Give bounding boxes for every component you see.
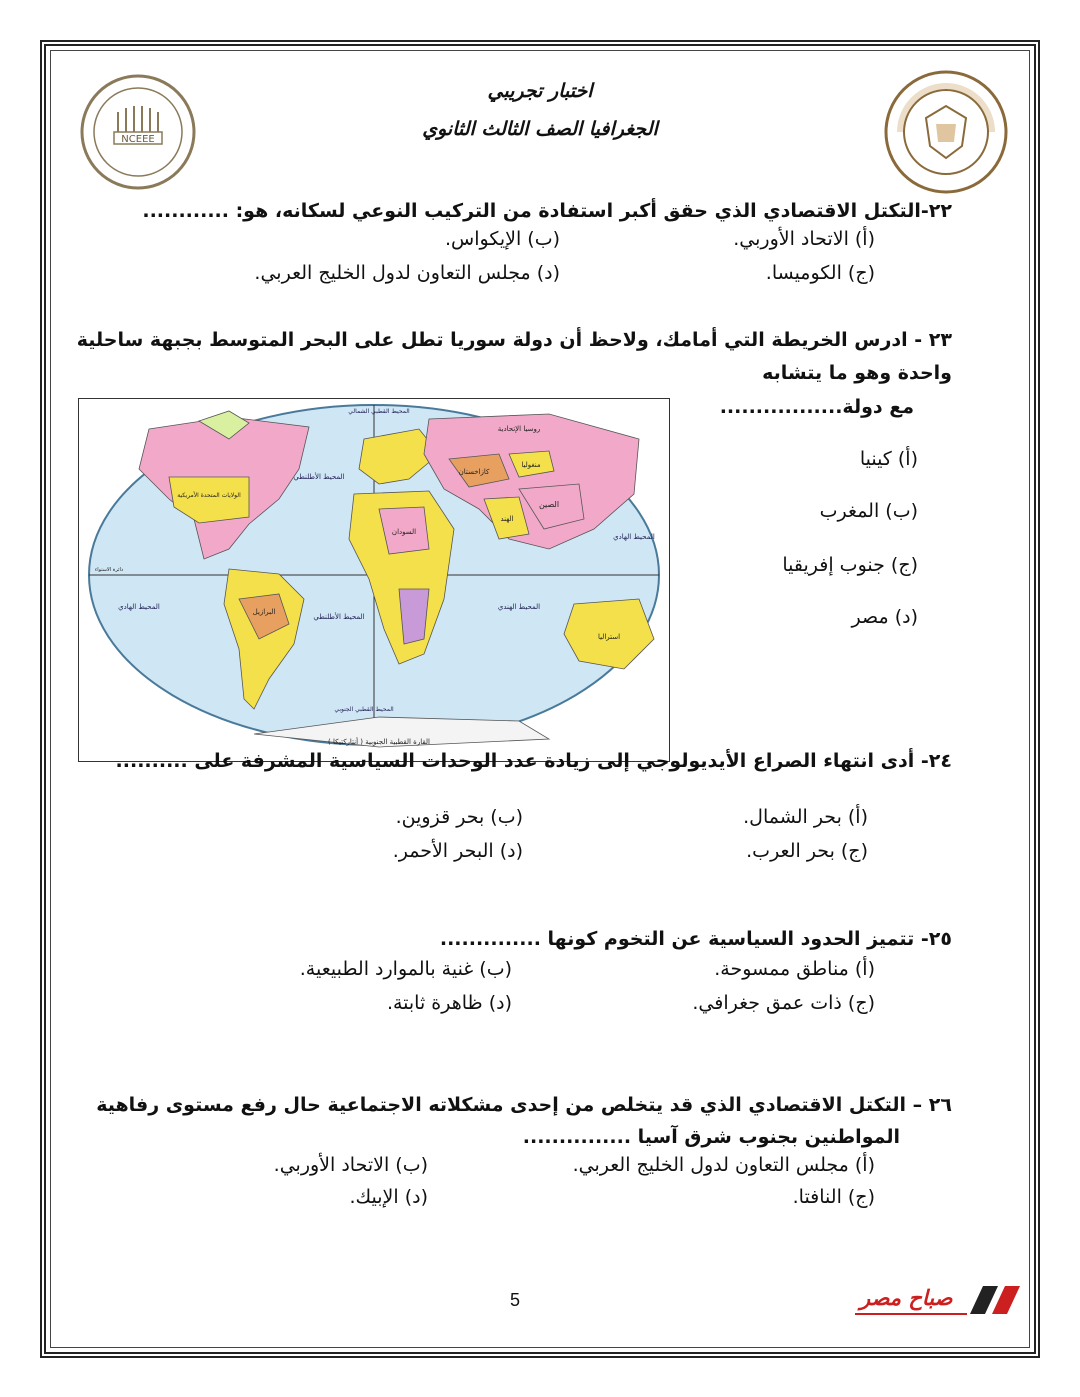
map-label-usa: الولايات المتحدة الأمريكية (177, 492, 241, 499)
q24-option-a[interactable]: (أ) بحر الشمال. (743, 806, 868, 828)
q24-option-c[interactable]: (ج) بحر العرب. (746, 840, 868, 862)
map-label-china: الصين (538, 500, 560, 509)
nceee-logo-text: NCEEE (121, 134, 155, 145)
q26-option-d[interactable]: (د) الإبيك. (349, 1186, 428, 1208)
q26-option-b[interactable]: (ب) الاتحاد الأوربي. (273, 1154, 428, 1176)
map-label-brazil: البرازيل (252, 608, 276, 616)
q23-option-b[interactable]: (ب) المغرب (819, 500, 918, 522)
map-label-equator: دائرة الاستواء (94, 567, 124, 573)
map-label-india: الهند (500, 515, 514, 523)
q25-option-a[interactable]: (أ) مناطق ممسوحة. (714, 958, 875, 980)
exam-title: اختبار تجريبي (487, 80, 593, 102)
map-label-russia: روسيا الإتحادية (497, 425, 541, 433)
map-label-southern-ocean: المحيط القطبي الجنوبي (334, 706, 394, 713)
map-label-mongolia: منغوليا (521, 461, 541, 469)
question-23-line3: مع دولة................. (719, 396, 914, 418)
q23-option-d[interactable]: (د) مصر (851, 606, 918, 628)
map-label-atlantic-south: المحيط الأطلنطي (313, 613, 365, 621)
nceee-logo (78, 72, 198, 192)
ministry-logo (882, 68, 1010, 196)
q24-option-b[interactable]: (ب) بحر قزوين. (395, 806, 523, 828)
map-label-pacific-west: المحيط الهادي (118, 603, 160, 611)
question-26-line1: ٢٦ – التكتل الاقتصادي الذي قد يتخلص من إحدى مشكلاته الاجتماعية حال رفع مستوى رفاهية (96, 1094, 952, 1116)
question-25: ٢٥- تتميز الحدود السياسية عن التخوم كونها .............. (439, 928, 952, 950)
brand-name: صباح مصر (860, 1286, 953, 1310)
q26-option-c[interactable]: (ج) النافتا. (792, 1186, 875, 1208)
question-24: ٢٤- أدى انتهاء الصراع الأيديولوجي إلى زيادة عدد الوحدات السياسية المشرفة على .......... (115, 750, 952, 772)
question-22: ٢٢-التكتل الاقتصادي الذي حقق أكبر استفادة من التركيب النوعي لسكانه، هو: ............ (142, 200, 952, 222)
map-label-australia: استراليا (597, 633, 621, 641)
q25-option-c[interactable]: (ج) ذات عمق جغرافي. (692, 992, 875, 1014)
map-label-atlantic-north: المحيط الأطلنطي (293, 473, 345, 481)
question-26-line2: المواطنين بجنوب شرق آسيا ............... (522, 1126, 900, 1148)
q22-option-d[interactable]: (د) مجلس التعاون لدول الخليج العربي. (254, 262, 560, 284)
page-number: 5 (509, 1290, 520, 1310)
exam-subtitle: الجغرافيا الصف الثالث الثانوي (422, 118, 658, 140)
q22-option-c[interactable]: (ج) الكوميسا. (765, 262, 875, 284)
question-23-line2: واحدة وهو ما يتشابه (762, 362, 952, 384)
map-label-arctic-ocean: المحيط القطبي الشمالي (348, 408, 410, 415)
q26-option-a[interactable]: (أ) مجلس التعاون لدول الخليج العربي. (572, 1154, 875, 1176)
map-label-sudan: السودان (391, 528, 417, 536)
q23-option-a[interactable]: (أ) كينيا (859, 448, 918, 470)
question-23-line1: ٢٣ - ادرس الخريطة التي أمامك، ولاحظ أن دولة سوريا تطل على البحر المتوسط بجبهة ساحلية (76, 329, 952, 351)
q23-option-c[interactable]: (ج) جنوب إفريقيا (782, 554, 918, 576)
map-label-antarctica: القارة القطبية الجنوبية ( أنتاركتيكا ) (328, 738, 430, 746)
world-political-map (78, 398, 670, 762)
q24-option-d[interactable]: (د) البحر الأحمر. (392, 840, 523, 862)
map-label-kazakhstan: كازاخستان (458, 468, 490, 476)
q25-option-b[interactable]: (ب) غنية بالموارد الطبيعية. (299, 958, 512, 980)
map-label-pacific-east: المحيط الهادي (613, 533, 655, 541)
map-label-indian-ocean: المحيط الهندي (497, 603, 541, 611)
q22-option-a[interactable]: (أ) الاتحاد الأوربي. (733, 228, 875, 250)
q22-option-b[interactable]: (ب) الإيكواس. (445, 228, 560, 250)
q25-option-d[interactable]: (د) ظاهرة ثابتة. (386, 992, 512, 1014)
